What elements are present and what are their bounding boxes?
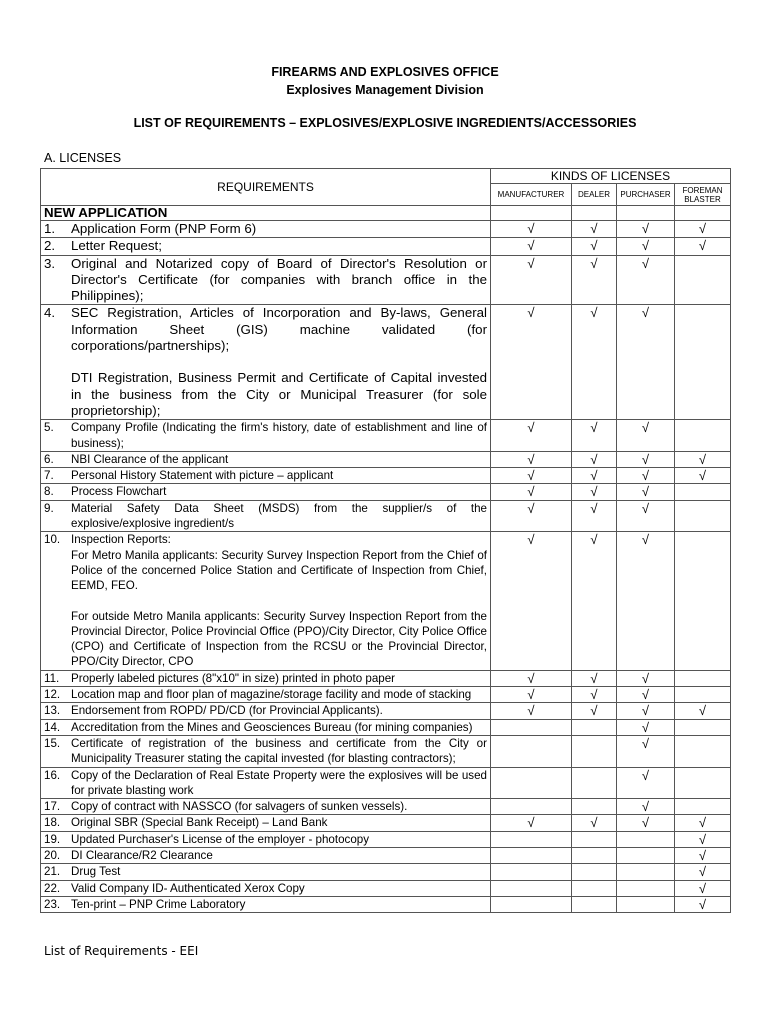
check-mark-icon: √ [590, 221, 598, 236]
footer-text: List of Requirements - EEI [44, 944, 199, 958]
check-cell [675, 468, 731, 484]
requirement-text: Process Flowchart [71, 485, 167, 499]
check-cell [572, 255, 617, 305]
check-cell [675, 500, 731, 532]
table-row [41, 896, 731, 912]
check-mark-icon: √ [641, 255, 650, 271]
check-mark-icon: √ [590, 238, 598, 254]
requirement-text: Updated Purchaser's License of the employer - photocopy [71, 832, 370, 846]
check-cell [617, 687, 675, 703]
item-number: 23. [44, 897, 61, 911]
check-cell [572, 238, 617, 255]
check-cell [572, 451, 617, 467]
table-row [41, 532, 731, 670]
requirement-text: Drug Test [71, 865, 121, 879]
check-cell [491, 831, 572, 847]
check-mark-icon: √ [527, 484, 535, 500]
check-mark-icon: √ [698, 831, 707, 847]
item-number: 16. [44, 768, 61, 782]
requirement-text: Material Safety Data Sheet (MSDS) from the supplier/s of the explosive/explosive ingredient/s [71, 501, 487, 531]
check-mark-icon: √ [698, 864, 707, 880]
item-number: 5. [44, 421, 54, 435]
check-cell [572, 420, 617, 452]
table-row [41, 451, 731, 467]
check-cell [572, 735, 617, 767]
requirement-cell [41, 719, 491, 735]
requirement-cell [41, 500, 491, 532]
check-cell [675, 880, 731, 896]
indent [44, 548, 71, 594]
requirement-subtext: DTI Registration, Business Permit and Certificate of Capital invested in the business from the City or Municipal Treasurer (for sole proprietorship); [71, 370, 487, 418]
table-row [41, 670, 731, 686]
check-mark-icon: √ [590, 451, 598, 467]
check-cell [491, 687, 572, 703]
check-cell [617, 719, 675, 735]
section-heading: A. LICENSES [44, 151, 122, 165]
check-cell [572, 305, 617, 420]
item-number: 10. [44, 533, 61, 547]
check-mark-icon: √ [641, 484, 650, 500]
check-cell [572, 532, 617, 670]
check-cell [491, 847, 572, 863]
check-cell [617, 238, 675, 255]
list-title: LIST OF REQUIREMENTS – EXPLOSIVES/EXPLOSIVE INGREDIENTS/ACCESSORIES [133, 116, 637, 130]
check-cell [491, 468, 572, 484]
requirement-cell [41, 880, 491, 896]
check-cell [675, 703, 731, 719]
requirement-text: Letter Request; [71, 238, 162, 254]
requirement-text: Properly labeled pictures (8"x10" in size) printed in photo paper [71, 671, 396, 685]
requirement-cell [41, 767, 491, 799]
check-cell [617, 305, 675, 420]
check-mark-icon: √ [527, 305, 535, 321]
check-cell [491, 799, 572, 815]
requirement-text: Company Profile (Indicating the firm's history, date of establishment and line of business); [71, 421, 487, 450]
check-mark-icon: √ [590, 484, 598, 500]
check-cell [572, 896, 617, 912]
requirement-text: NBI Clearance of the applicant [71, 452, 229, 466]
check-cell [675, 735, 731, 767]
requirement-cell [41, 735, 491, 767]
check-cell [572, 468, 617, 484]
check-cell [617, 468, 675, 484]
check-cell [617, 670, 675, 686]
requirement-text: Copy of contract with NASSCO (for salvagers of sunken vessels). [71, 800, 408, 814]
check-mark-icon: √ [527, 687, 535, 703]
check-cell [617, 255, 675, 305]
requirement-text: Ten-print – PNP Crime Laboratory [71, 897, 246, 911]
check-cell [675, 305, 731, 420]
check-mark-icon: √ [527, 500, 535, 516]
check-cell [491, 670, 572, 686]
check-mark-icon: √ [527, 703, 535, 719]
office-title: FIREARMS AND EXPLOSIVES OFFICE [271, 65, 499, 79]
check-cell [572, 847, 617, 863]
check-cell [572, 864, 617, 880]
new-application-label: NEW APPLICATION [41, 206, 491, 221]
item-number: 8. [44, 485, 54, 499]
check-cell [675, 484, 731, 500]
check-mark-icon: √ [527, 468, 535, 484]
table-row [41, 221, 731, 238]
item-number: 13. [44, 704, 61, 718]
item-number: 1. [44, 221, 56, 236]
check-mark-icon: √ [590, 420, 598, 436]
check-mark-icon: √ [527, 238, 535, 254]
item-number: 4. [44, 305, 56, 321]
check-mark-icon: √ [698, 238, 707, 254]
item-number: 7. [44, 469, 54, 483]
check-cell [572, 484, 617, 500]
check-mark-icon: √ [590, 815, 598, 831]
requirement-cell [41, 238, 491, 255]
requirement-cell [41, 864, 491, 880]
check-cell [572, 815, 617, 831]
check-mark-icon: √ [641, 719, 650, 735]
item-number: 9. [44, 501, 54, 515]
check-cell [491, 484, 572, 500]
check-mark-icon: √ [527, 815, 535, 831]
requirement-cell [41, 799, 491, 815]
table-row [41, 815, 731, 831]
item-number: 20. [44, 848, 61, 862]
check-cell [617, 420, 675, 452]
check-cell [675, 767, 731, 799]
table-row [41, 238, 731, 255]
check-cell [491, 896, 572, 912]
requirement-cell [41, 305, 491, 420]
check-cell [617, 767, 675, 799]
requirement-cell [41, 221, 491, 238]
requirement-cell [41, 468, 491, 484]
requirement-text: Valid Company ID- Authenticated Xerox Copy [71, 881, 305, 895]
table-row [41, 420, 731, 452]
check-mark-icon: √ [698, 896, 707, 912]
table-row [41, 767, 731, 799]
check-cell [617, 896, 675, 912]
requirement-text: Certificate of registration of the business and certificate from the City or Municipality Treasurer stating the capital invested (for blasting contractors); [71, 736, 487, 766]
check-cell [675, 255, 731, 305]
check-cell [617, 831, 675, 847]
indent [44, 370, 71, 419]
item-number: 18. [44, 816, 61, 830]
check-cell [675, 799, 731, 815]
indent [44, 609, 71, 670]
check-mark-icon: √ [527, 532, 535, 548]
check-mark-icon: √ [698, 880, 707, 896]
check-cell [675, 687, 731, 703]
check-mark-icon: √ [590, 703, 598, 719]
check-cell [617, 703, 675, 719]
requirement-text: Original and Notarized copy of Board of Director's Resolution or Director's Certificate (for companies with branch office in the Philippines); [71, 255, 487, 304]
check-mark-icon: √ [590, 532, 598, 548]
check-mark-icon: √ [698, 847, 707, 863]
check-cell [491, 767, 572, 799]
check-cell [491, 864, 572, 880]
check-cell [491, 238, 572, 255]
check-cell [491, 305, 572, 420]
item-number: 17. [44, 800, 61, 814]
table-row [41, 305, 731, 420]
check-cell [491, 719, 572, 735]
item-number: 3. [44, 255, 56, 271]
requirement-text: Location map and floor plan of magazine/storage facility and mode of stacking [71, 688, 472, 702]
check-mark-icon: √ [641, 532, 650, 548]
check-cell [572, 767, 617, 799]
check-mark-icon: √ [641, 703, 650, 719]
check-cell [572, 880, 617, 896]
check-cell [617, 451, 675, 467]
check-cell [617, 500, 675, 532]
check-mark-icon: √ [698, 468, 707, 484]
check-cell [617, 735, 675, 767]
requirements-table [40, 168, 731, 913]
requirement-cell [41, 896, 491, 912]
check-cell [491, 815, 572, 831]
table-row [41, 799, 731, 815]
check-mark-icon: √ [641, 799, 650, 815]
check-mark-icon: √ [641, 451, 650, 467]
requirements-header: REQUIREMENTS [41, 169, 491, 206]
check-mark-icon: √ [641, 221, 650, 236]
requirement-text: Application Form (PNP Form 6) [71, 221, 257, 236]
check-mark-icon: √ [641, 238, 650, 254]
check-cell [572, 703, 617, 719]
check-cell [491, 500, 572, 532]
check-cell [572, 831, 617, 847]
check-cell [491, 735, 572, 767]
item-number: 15. [44, 736, 61, 750]
check-cell [491, 420, 572, 452]
check-mark-icon: √ [641, 767, 650, 783]
check-mark-icon: √ [698, 451, 707, 467]
check-cell [675, 532, 731, 670]
col-purchaser: PURCHASER [617, 184, 675, 206]
requirement-text: Inspection Reports: [71, 533, 171, 547]
check-mark-icon: √ [641, 468, 650, 484]
item-number: 14. [44, 720, 61, 734]
check-mark-icon: √ [527, 255, 535, 271]
table-row [41, 831, 731, 847]
requirement-text: Copy of the Declaration of Real Estate Property were the explosives will be used for private blasting work [71, 768, 487, 797]
table-row [41, 847, 731, 863]
check-mark-icon: √ [590, 670, 598, 686]
table-row [41, 719, 731, 735]
check-cell [491, 221, 572, 238]
requirement-cell [41, 420, 491, 452]
check-cell [572, 719, 617, 735]
col-foreman-blaster: FOREMAN BLASTER [675, 184, 731, 206]
check-cell [675, 420, 731, 452]
table-row [41, 468, 731, 484]
check-mark-icon: √ [590, 500, 598, 516]
table-row [41, 687, 731, 703]
requirement-text: Personal History Statement with picture – applicant [71, 469, 334, 483]
check-mark-icon: √ [590, 305, 598, 321]
check-cell [572, 670, 617, 686]
check-cell [675, 815, 731, 831]
check-cell [675, 451, 731, 467]
item-number: 11. [44, 671, 60, 685]
table-row [41, 735, 731, 767]
check-mark-icon: √ [527, 420, 535, 436]
requirement-subtext: For Metro Manila applicants: Security Survey Inspection Report from the Chief of Police of the concerned Police Station and Certificate of Inspection from Chief, EEMD, FEO. [71, 548, 487, 593]
check-mark-icon: √ [590, 468, 598, 484]
check-mark-icon: √ [641, 815, 650, 831]
requirement-cell [41, 847, 491, 863]
check-cell [675, 896, 731, 912]
check-cell [572, 687, 617, 703]
table-row [41, 864, 731, 880]
check-cell [491, 451, 572, 467]
check-cell [617, 532, 675, 670]
check-cell [572, 500, 617, 532]
item-number: 2. [44, 238, 56, 254]
check-cell [675, 864, 731, 880]
check-cell [491, 703, 572, 719]
check-mark-icon: √ [641, 305, 650, 321]
table-row [41, 500, 731, 532]
check-mark-icon: √ [641, 500, 650, 516]
check-cell [617, 484, 675, 500]
table-row [41, 484, 731, 500]
requirement-subtext: For outside Metro Manila applicants: Security Survey Inspection Report from the Provincial Director, Police Provincial Office (PPO)/City Director, City Police Office (CPO) and Certificate of Inspection from the RCSU or the Provincial Director, PPO/City Director, CPO [71, 609, 487, 669]
item-number: 21. [44, 865, 61, 879]
check-mark-icon: √ [641, 735, 650, 751]
check-cell [675, 847, 731, 863]
check-cell [491, 532, 572, 670]
requirement-cell [41, 687, 491, 703]
table-row [41, 255, 731, 305]
check-mark-icon: √ [527, 451, 535, 467]
requirement-cell [41, 532, 491, 670]
check-cell [572, 799, 617, 815]
check-mark-icon: √ [698, 703, 707, 719]
item-number: 22. [44, 881, 61, 895]
check-cell [675, 831, 731, 847]
requirement-text: DI Clearance/R2 Clearance [71, 848, 213, 862]
table-row [41, 703, 731, 719]
check-cell [617, 880, 675, 896]
check-cell [617, 799, 675, 815]
check-cell [617, 864, 675, 880]
requirement-cell [41, 484, 491, 500]
requirement-cell [41, 815, 491, 831]
check-cell [675, 719, 731, 735]
item-number: 6. [44, 452, 54, 466]
requirement-cell [41, 451, 491, 467]
item-number: 12. [44, 688, 61, 702]
check-mark-icon: √ [590, 687, 598, 703]
requirement-text: SEC Registration, Articles of Incorporation and By-laws, General Information Sheet (GIS) machine validated (for corporations/partnerships); [71, 305, 487, 354]
check-mark-icon: √ [527, 670, 535, 686]
check-cell [572, 221, 617, 238]
col-manufacturer: MANUFACTURER [491, 184, 572, 206]
check-mark-icon: √ [527, 221, 535, 236]
requirement-cell [41, 703, 491, 719]
requirement-text: Original SBR (Special Bank Receipt) – Land Bank [71, 816, 328, 830]
check-cell [675, 221, 731, 238]
check-cell [617, 221, 675, 238]
table-row [41, 880, 731, 896]
requirement-cell [41, 255, 491, 305]
check-cell [675, 238, 731, 255]
check-mark-icon: √ [641, 670, 650, 686]
kinds-header: KINDS OF LICENSES [491, 169, 731, 184]
item-number: 19. [44, 832, 61, 846]
check-cell [617, 815, 675, 831]
requirement-text: Endorsement from ROPD/ PD/CD (for Provincial Applicants). [71, 704, 383, 718]
check-cell [675, 670, 731, 686]
division-title: Explosives Management Division [286, 83, 484, 97]
check-mark-icon: √ [641, 687, 650, 703]
requirement-text: Accreditation from the Mines and Geosciences Bureau (for mining companies) [71, 720, 473, 734]
check-cell [491, 880, 572, 896]
requirement-cell [41, 670, 491, 686]
check-cell [617, 847, 675, 863]
check-mark-icon: √ [698, 221, 707, 236]
col-dealer: DEALER [572, 184, 617, 206]
check-mark-icon: √ [698, 815, 707, 831]
requirement-cell [41, 831, 491, 847]
check-mark-icon: √ [641, 420, 650, 436]
check-mark-icon: √ [590, 255, 598, 271]
check-cell [491, 255, 572, 305]
